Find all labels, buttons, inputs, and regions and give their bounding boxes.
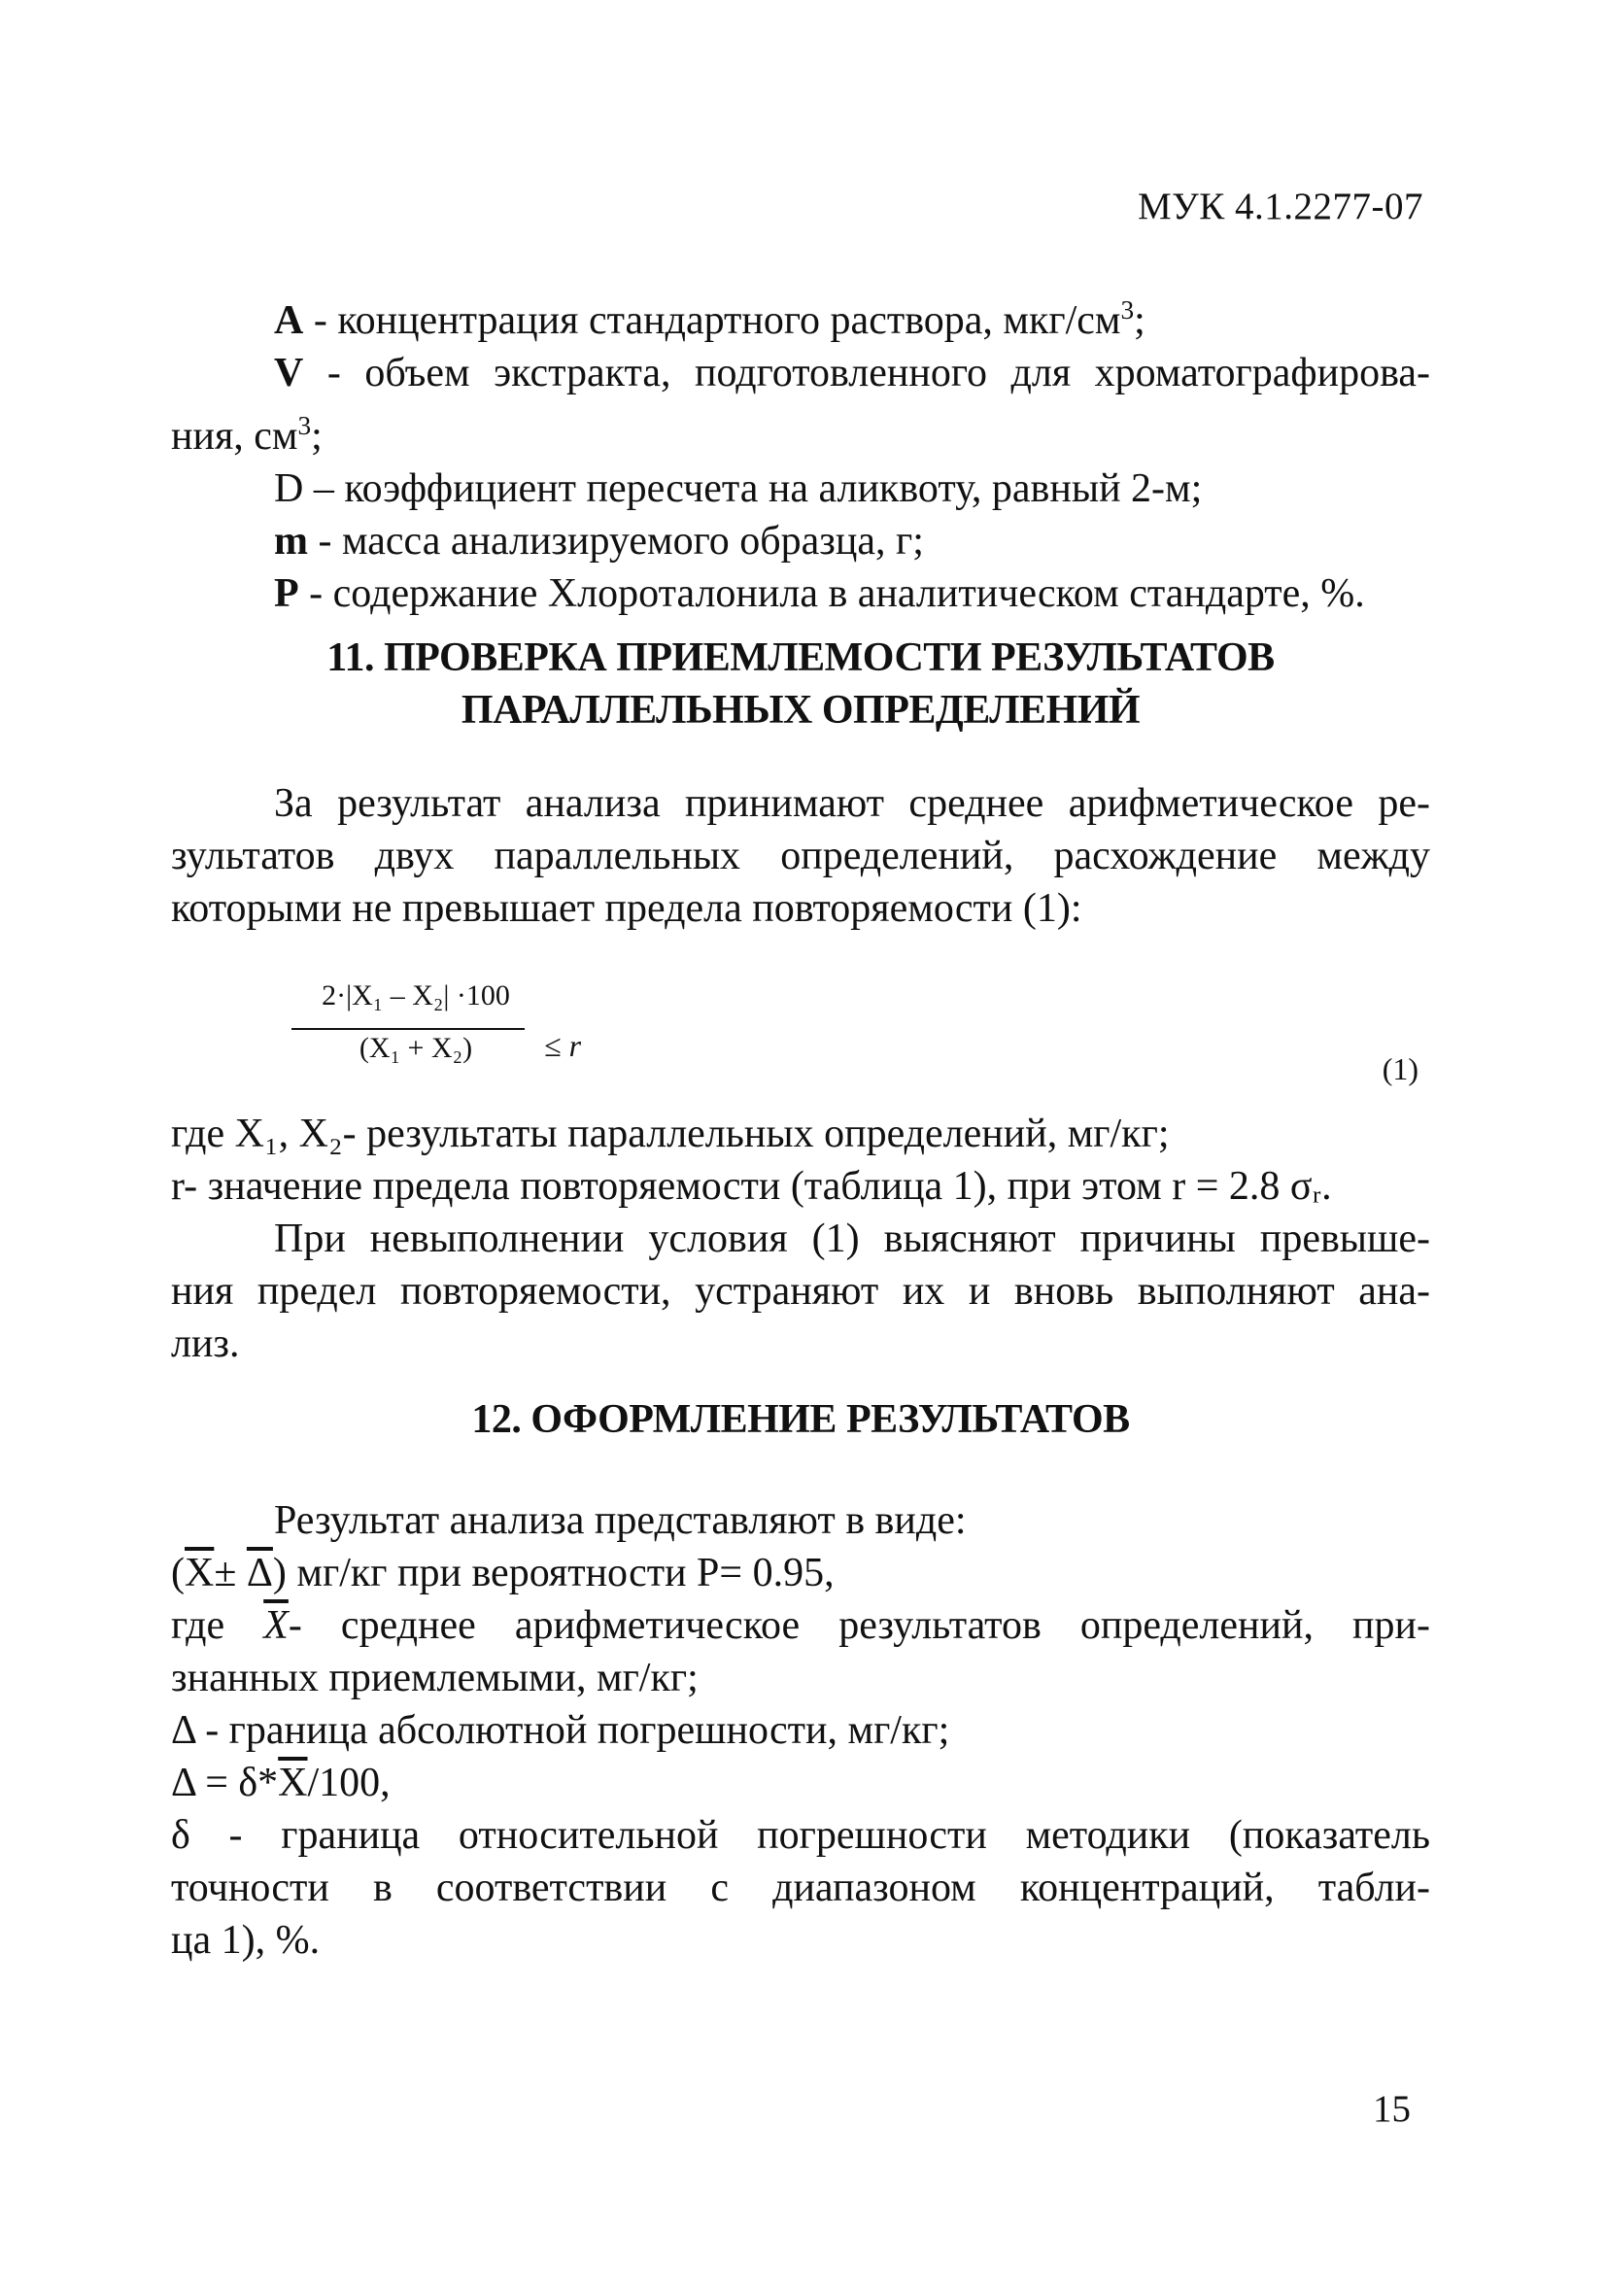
symbol-v: V — [274, 351, 304, 395]
paragraph-line: точности в соответствии с диапазоном концентраций, табли- — [171, 1866, 1430, 1910]
definition-m — [171, 515, 1430, 567]
text: /100, — [307, 1761, 391, 1805]
text: - среднее арифметическое результатов определений, при- — [288, 1603, 1430, 1648]
symbol-p: P — [274, 571, 299, 616]
semicolon: ; — [1134, 298, 1145, 343]
formula-numerator: 2·|X₁ – X₂| ·100 — [322, 979, 510, 1011]
section-11-title-line-1: 11. ПРОВЕРКА ПРИЕМЛЕМОСТИ РЕЗУЛЬТАТОВ — [326, 635, 1275, 680]
text: Δ = δ* — [171, 1761, 279, 1805]
section-11-paragraph-2 — [171, 1213, 1430, 1370]
definition-p — [171, 567, 1430, 620]
page-number: 15 — [1373, 2088, 1411, 2130]
x-bar-italic: $\overline{X}$ — [263, 1603, 289, 1648]
formula-1 — [291, 972, 1418, 1098]
section-11-where — [171, 1108, 1430, 1213]
section-11-title — [171, 632, 1430, 737]
definition-v — [171, 347, 1430, 399]
definition-a — [171, 284, 1430, 347]
paragraph-line: При невыполнении условия (1) выясняют причины превыше- — [274, 1217, 1430, 1261]
fraction-bar — [291, 1028, 525, 1030]
where-line: r- значение предела повторяемости (таблица 1), при этом r = 2.8 σᵣ. — [171, 1164, 1332, 1209]
paragraph-line: За результат анализа принимают среднее арифметическое ре- — [274, 781, 1430, 826]
section-12-title: 12. ОФОРМЛЕНИЕ РЕЗУЛЬТАТОВ — [471, 1397, 1130, 1442]
text: ( — [171, 1551, 185, 1595]
text: где — [171, 1603, 264, 1648]
paragraph-line: которыми не превышает предела повторяемости (1): — [171, 886, 1082, 931]
semicolon: ; — [311, 414, 323, 459]
symbol-m: m — [274, 519, 308, 564]
delta-bar: $\overline{\Delta}$ — [246, 1551, 273, 1595]
where-line: где X₁, X₂- результаты параллельных определений, мг/кг; — [171, 1112, 1170, 1156]
definition-v-cont — [171, 399, 1430, 463]
paragraph-line: лиз. — [171, 1321, 240, 1366]
paragraph-line: δ - граница относительной погрешности методики (показатель — [171, 1813, 1430, 1858]
definition-p-text: - содержание Хлороталонила в аналитическом стандарте, %. — [298, 571, 1365, 616]
text: ± — [214, 1551, 247, 1595]
where-x-line — [171, 1599, 1430, 1652]
definition-a-text: - концентрация стандартного раствора, мкг/см — [303, 298, 1121, 343]
definitions-list — [171, 284, 1430, 620]
paragraph-line: ца 1), %. — [171, 1918, 321, 1963]
formula-denominator: (X₁ + X₂) — [359, 1032, 473, 1064]
delta-formula-line — [171, 1757, 1430, 1809]
definition-m-text: - масса анализируемого образца, г; — [308, 519, 924, 564]
text: ) мг/кг при вероятности P= 0.95, — [272, 1551, 835, 1595]
paragraph-line: зультатов двух параллельных определений, расхождение между — [171, 834, 1430, 878]
formula-relation: ≤ r — [544, 1028, 582, 1063]
document-code: МУК 4.1.2277-07 — [1137, 186, 1423, 227]
section-12-body — [171, 1494, 1430, 1967]
definition-d: D – коэффициент пересчета на аликвоту, равный 2-м; — [274, 466, 1203, 511]
section-11-title-line-2: ПАРАЛЛЕЛЬНЫХ ОПРЕДЕЛЕНИЙ — [461, 688, 1141, 733]
paragraph-line: Δ - граница абсолютной погрешности, мг/кг; — [171, 1708, 950, 1753]
superscript-3: 3 — [297, 411, 312, 440]
x-bar: $\overline{X}$ — [185, 1551, 215, 1595]
section-11-paragraph-1 — [171, 777, 1430, 935]
definition-v-cont-text: ния, см — [171, 414, 298, 459]
superscript-3: 3 — [1120, 295, 1135, 325]
paragraph-line: Результат анализа представляют в виде: — [274, 1498, 967, 1543]
formula-reference-number: (1) — [1382, 1051, 1418, 1086]
definition-v-text: - объем экстракта, подготовленного для хроматографирова- — [303, 351, 1430, 395]
result-form-line — [171, 1547, 1430, 1599]
paragraph-line: знанных приемлемыми, мг/кг; — [171, 1656, 699, 1700]
x-bar: $\overline{X}$ — [278, 1761, 308, 1805]
symbol-a: А — [274, 298, 304, 343]
paragraph-line: ния предел повторяемости, устраняют их и вновь выполняют ана- — [171, 1269, 1430, 1314]
